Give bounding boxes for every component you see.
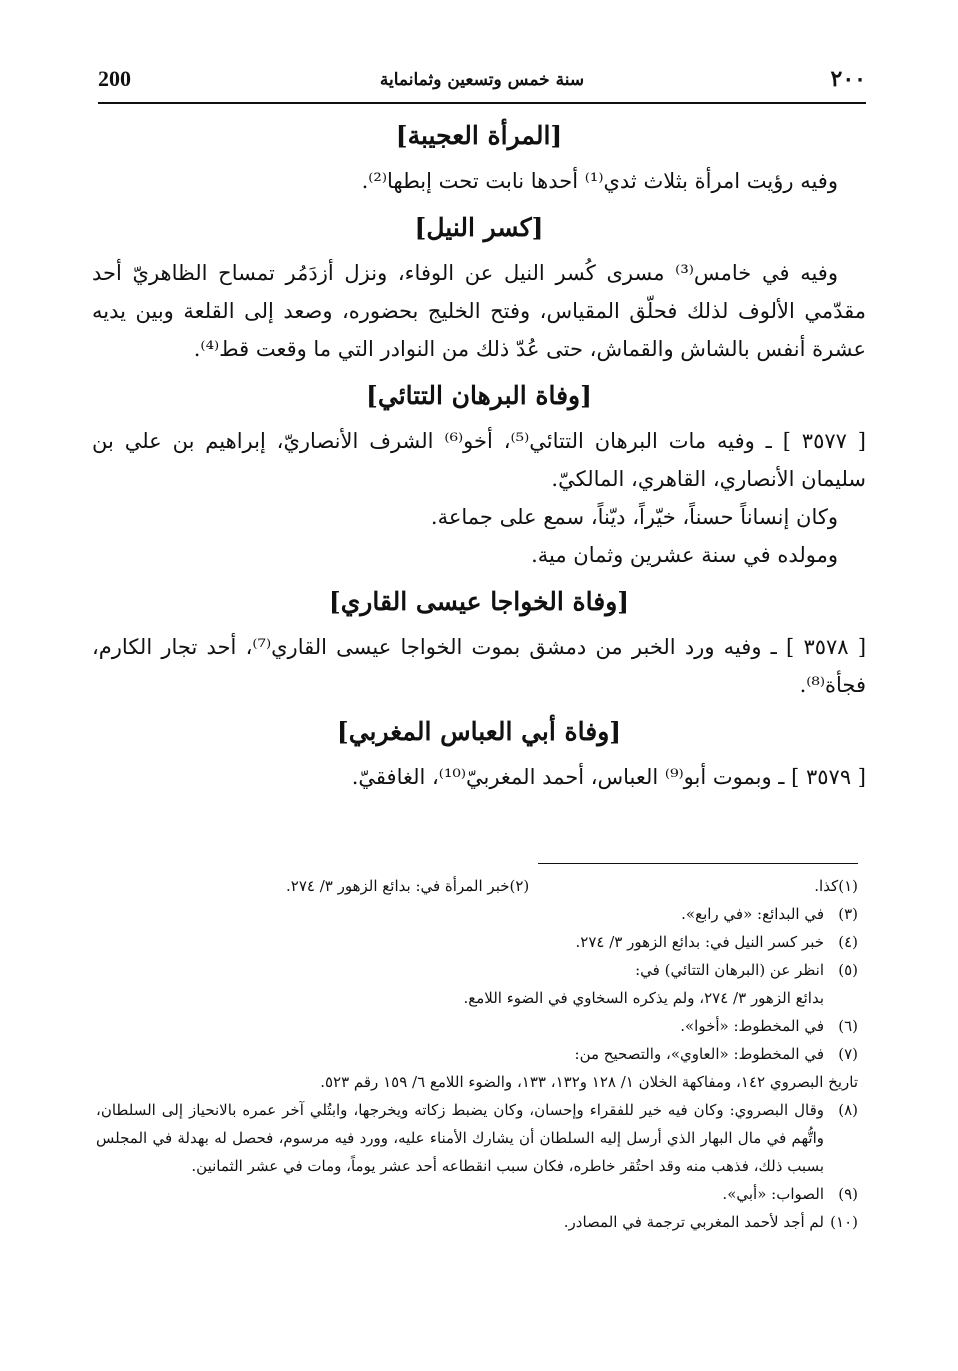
footnote-text: انظر عن (البرهان التتائي) في:: [635, 961, 824, 979]
footnote-divider: [538, 863, 858, 864]
footnote-text: تاريخ البصروي ١٤٢، ومفاكهة الخلان ١/ ١٢٨ و١٣٢، ١٣٣، والضوء اللامع ٦/ ١٥٩ رقم ٥٢٣.: [320, 1073, 858, 1091]
footnote-text: خبر المرأة في: بدائع الزهور ٣/ ٢٧٤.: [286, 877, 510, 895]
page-number-latin: 200: [98, 66, 131, 91]
entry-paragraph: [ ٣٥٧٧ ] ـ وفيه مات البرهان التتائي⁽⁵⁾، أخو⁽⁶⁾ الشرف الأنصاريّ، إبراهيم بن علي بن سليمان الأنصاري، القاهري، المالكيّ.: [92, 429, 867, 491]
footnote-item: [96, 1096, 858, 1180]
footnote-text: وقال البصروي: وكان فيه خير للفقراء وإحسان، وكان يضبط زكاته ويخرجها، وابتُلي آخر عمره بالانحياز إلى السلطان، واتُّهم في مال البهار الذي أرسل إليه السلطان أن يشارك الأمناء عليه، وورد فيه مرسوم، فحصل له بهدلة في المجلس بسبب ذلك، فذهب منه وقد احتُقر خاطره، فكان سبب انقطاعه أحد عشر يوماً، ومات في عشر الثمانين.: [96, 1101, 824, 1175]
footnote-item: [96, 900, 858, 928]
footnote-number: (٨): [838, 1101, 858, 1119]
footnote-item: [96, 872, 529, 900]
paragraph: وكان إنساناً حسناً، خيّراً، ديّناً، سمع على جماعة.: [430, 505, 838, 529]
footnote-text: في البدائع: «في رابع».: [681, 905, 824, 923]
footnote-text: في المخطوط: «العاوي»، والتصحيح من:: [574, 1045, 824, 1063]
page-header: [98, 66, 866, 100]
section-title: [المرأة العجيبة]: [395, 121, 563, 150]
header-divider: [98, 102, 866, 104]
footnote-text: خبر كسر النيل في: بدائع الزهور ٣/ ٢٧٤.: [575, 933, 824, 951]
footnote-number: (١): [838, 877, 858, 895]
paragraph: ومولده في سنة عشرين وثمان مية.: [531, 543, 838, 567]
footnote-row: [96, 872, 858, 900]
main-text: [92, 116, 866, 796]
footnote-item: [96, 928, 858, 956]
footnote-number: (٥): [838, 961, 858, 979]
footnote-text: الصواب: «أبي».: [722, 1185, 824, 1203]
page-number-arabic: ٢٠٠: [830, 66, 866, 92]
footnote-item: [96, 956, 858, 1012]
footnote-item: [96, 1040, 858, 1096]
running-title: سنة خمس وتسعين وثمانماية: [379, 70, 585, 90]
footnote-number: (٩): [838, 1185, 858, 1203]
footnote-text: كذا.: [814, 877, 839, 895]
footnote-number: (٣): [838, 905, 858, 923]
paragraph: وفيه في خامس⁽³⁾ مسرى كُسر النيل عن الوفاء، ونزل أزدَمُر تمساح الظاهريّ أحد مقدّمي الألوف لذلك فحلّق المقياس، وفتح الخليج بحضوره، وصعد إلى القلعة وبين يديه عشرة أنفس بالشاش والقماش، حتى عُدّ ذلك من النوادر التي ما وقعت قط⁽⁴⁾.: [92, 261, 866, 361]
footnote-text: في المخطوط: «أخوا».: [680, 1017, 824, 1035]
footnote-number: (٧): [838, 1045, 858, 1063]
footnote-number: (١٠): [830, 1213, 858, 1231]
section-title: [كسر النيل]: [414, 213, 544, 242]
footnote-item: [96, 1180, 858, 1208]
entry-paragraph: [ ٣٥٧٨ ] ـ وفيه ورد الخبر من دمشق بموت الخواجا عيسى القاري⁽⁷⁾، أحد تجار الكارم، فجأة⁽⁸⁾.: [92, 635, 867, 697]
section-title: [وفاة البرهان التتائي]: [366, 381, 592, 410]
footnote-text: بدائع الزهور ٣/ ٢٧٤، ولم يذكره السخاوي في الضوء اللامع.: [463, 989, 824, 1007]
section-title: [وفاة الخواجا عيسى القاري]: [328, 587, 630, 616]
footnote-number: (٢): [509, 877, 530, 895]
entry-paragraph: [ ٣٥٧٩ ] ـ وبموت أبو⁽⁹⁾ العباس، أحمد المغربيّ⁽¹⁰⁾، الغافقيّ.: [351, 765, 866, 789]
footnote-item: [96, 1012, 858, 1040]
footnote-text: لم أجد لأحمد المغربي ترجمة في المصادر.: [563, 1213, 824, 1231]
footnote-number: (٤): [838, 933, 858, 951]
paragraph: وفيه رؤيت امرأة بثلاث ثدي⁽¹⁾ أحدها نابت تحت إبطها⁽²⁾.: [361, 169, 838, 193]
footnote-number: (٦): [838, 1017, 858, 1035]
footnote-item: [96, 1208, 858, 1236]
section-title: [وفاة أبي العباس المغربي]: [336, 717, 622, 746]
footnote-item: [814, 872, 858, 900]
footnotes: [96, 872, 858, 1236]
